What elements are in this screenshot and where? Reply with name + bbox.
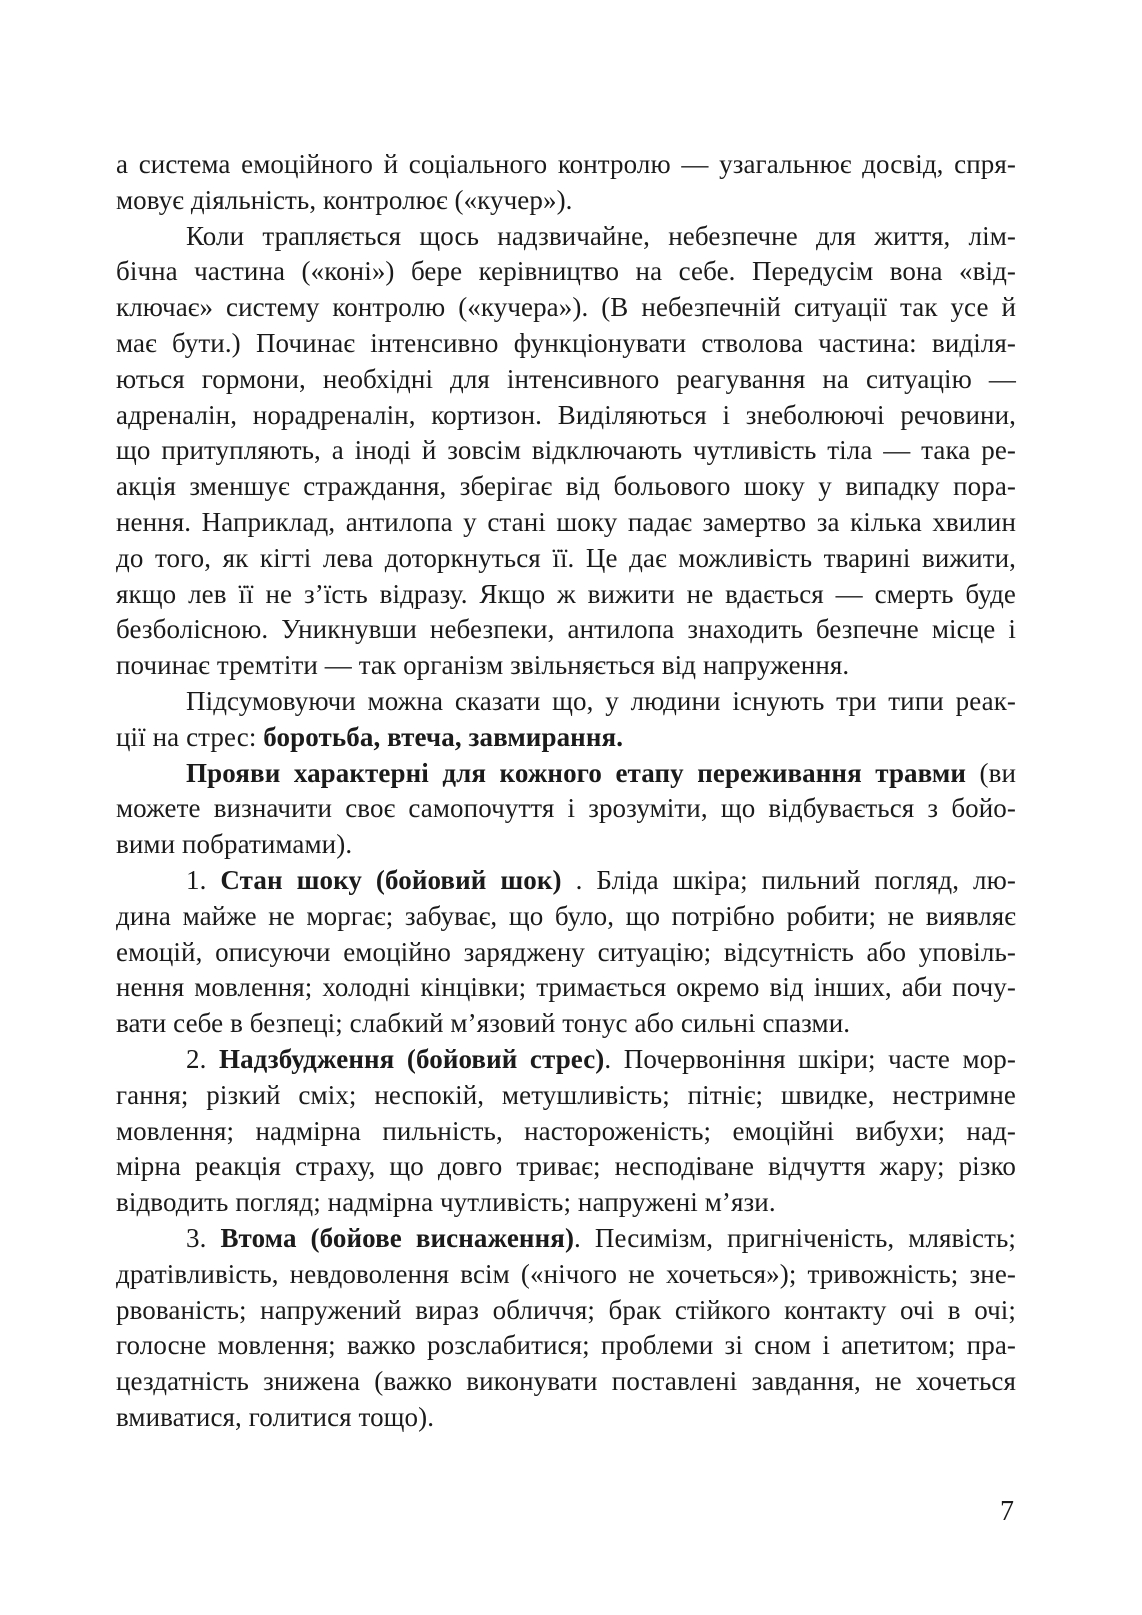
text-run: 2.: [186, 1043, 219, 1074]
text-run: бічна частина («коні») бере керівництво на себе. Передусім вона «від-: [116, 256, 1016, 287]
text-run: (ви: [966, 757, 1016, 788]
text-run: мовує діяльність, контролює («кучер»).: [116, 184, 573, 215]
text-line: [116, 398, 1016, 434]
text-run: мірна реакція страху, що довго триває; несподіване відчуття жару; різко: [116, 1151, 1016, 1182]
text-run: дина майже не моргає; забуває, що було, що потрібно робити; не виявляє: [116, 900, 1016, 931]
text-line: [116, 147, 1016, 183]
text-line: [116, 290, 1016, 326]
text-line: [116, 505, 1016, 541]
text-line: [116, 684, 1016, 720]
text-line: [116, 1293, 1016, 1329]
text-line: [116, 219, 1016, 255]
text-line: [116, 1114, 1016, 1150]
text-line: [116, 469, 1016, 505]
text-run: . Бліда шкіра; пильний погляд, лю-: [561, 864, 1016, 895]
text-run: гання; різкий сміх; неспокій, метушливість; пітніє; швидке, нестримне: [116, 1079, 1016, 1110]
text-line: [116, 254, 1016, 290]
text-run: дратівливість, невдоволення всім («нічого не хочеться»); тривожність; зне-: [116, 1258, 1016, 1289]
text-run: нення мовлення; холодні кінцівки; тримається окремо від інших, аби почу-: [116, 972, 1016, 1003]
text-line: [116, 899, 1016, 935]
text-run: можете визначити своє самопочуття і зрозуміти, що відбувається з бойо-: [116, 793, 1016, 824]
text-run: . Почервоніння шкіри; часте мор-: [604, 1043, 1016, 1074]
text-run: до того, як кігті лева доторкнуться її. Це дає можливість тварині вижити,: [116, 542, 1016, 573]
text-run: вмиватися, голитися тощо).: [116, 1401, 435, 1432]
bold-text-run: Втома (бойове виснаження): [220, 1222, 575, 1253]
text-line: [116, 863, 1016, 899]
page-text: [116, 147, 1016, 1436]
text-line: [116, 970, 1016, 1006]
text-run: має бути.) Починає інтенсивно функціонувати стволова частина: виділя-: [116, 327, 1016, 358]
text-run: якщо лев її не з’їсть відразу. Якщо ж вижити не вдається — смерть буде: [116, 578, 1016, 609]
text-run: безболісною. Уникнувши небезпеки, антилопа знаходить безпечне місце і: [116, 614, 1016, 645]
text-line: [116, 935, 1016, 971]
text-run: а система емоційного й соціального контролю — узагальнює досвід, спря-: [116, 149, 1016, 179]
text-run: голосне мовлення; важко розслабитися; проблеми зі сном і апетитом; пра-: [116, 1330, 1016, 1361]
text-run: нення. Наприклад, антилопа у стані шоку падає замертво за кілька хвилин: [116, 506, 1016, 537]
page-number: 7: [1000, 1496, 1014, 1527]
text-run: цездатність знижена (важко виконувати поставлені завдання, не хочеться: [116, 1366, 1016, 1397]
text-line: [116, 1221, 1016, 1257]
text-run: вими побратимами).: [116, 829, 353, 860]
text-run: Коли трапляється щось надзвичайне, небезпечне для життя, лім-: [186, 220, 1016, 251]
text-run: 1.: [186, 864, 221, 895]
text-line: [116, 433, 1016, 469]
text-line: [116, 577, 1016, 613]
text-run: відводить погляд; надмірна чутливість; напружені м’язи.: [116, 1187, 776, 1218]
text-line: [116, 1328, 1016, 1364]
text-line: [116, 183, 1016, 219]
text-line: [116, 1185, 1016, 1221]
text-line: [116, 1149, 1016, 1185]
text-line: [116, 1078, 1016, 1114]
bold-text-run: боротьба, втеча, завмирання.: [263, 721, 624, 752]
text-line: [116, 1006, 1016, 1042]
text-run: ції на стрес:: [116, 721, 264, 752]
text-run: рвованість; напружений вираз обличчя; брак стійкого контакту очі в очі;: [116, 1294, 1016, 1325]
text-run: вати себе в безпеці; слабкий м’язовий тонус або сильні спазми.: [116, 1008, 851, 1039]
text-run: акція зменшує страждання, зберігає від больового шоку у випадку пора-: [116, 471, 1016, 502]
text-run: мовлення; надмірна пильність, настороженість; емоційні вибухи; над-: [116, 1115, 1016, 1146]
text-run: починає тремтіти — так організм звільняється від напруження.: [116, 650, 850, 681]
bold-text-run: Прояви характерні для кожного етапу переживання травми: [186, 757, 967, 788]
text-line: [116, 791, 1016, 827]
text-run: адреналін, норадреналін, кортизон. Виділяються і знеболюючі речовини,: [116, 399, 1016, 430]
text-run: ключає» систему контролю («кучера»). (В небезпечній ситуації так усе й: [116, 292, 1016, 323]
bold-text-run: Надзбудження (бойовий стрес): [218, 1043, 605, 1074]
text-line: [116, 720, 1016, 756]
text-line: [116, 756, 1016, 792]
text-run: ються гормони, необхідні для інтенсивного реагування на ситуацію —: [116, 363, 1016, 394]
bold-text-run: Стан шоку (бойовий шок): [220, 864, 562, 895]
text-line: [116, 1042, 1016, 1078]
text-line: [116, 1400, 1016, 1436]
text-line: [116, 541, 1016, 577]
text-run: 3.: [186, 1222, 221, 1253]
text-line: [116, 648, 1016, 684]
text-line: [116, 362, 1016, 398]
text-run: . Песимізм, пригніченість, млявість;: [574, 1222, 1016, 1253]
text-run: емоцій, описуючи емоційно заряджену ситуацію; відсутність або уповіль-: [116, 936, 1016, 967]
text-line: [116, 1364, 1016, 1400]
text-run: що притупляють, а іноді й зовсім відключають чутливість тіла — така ре-: [116, 435, 1016, 466]
text-line: [116, 612, 1016, 648]
text-line: [116, 326, 1016, 362]
text-line: [116, 827, 1016, 863]
text-line: [116, 1257, 1016, 1293]
text-run: Підсумовуючи можна сказати що, у людини існують три типи реак-: [186, 685, 1016, 716]
